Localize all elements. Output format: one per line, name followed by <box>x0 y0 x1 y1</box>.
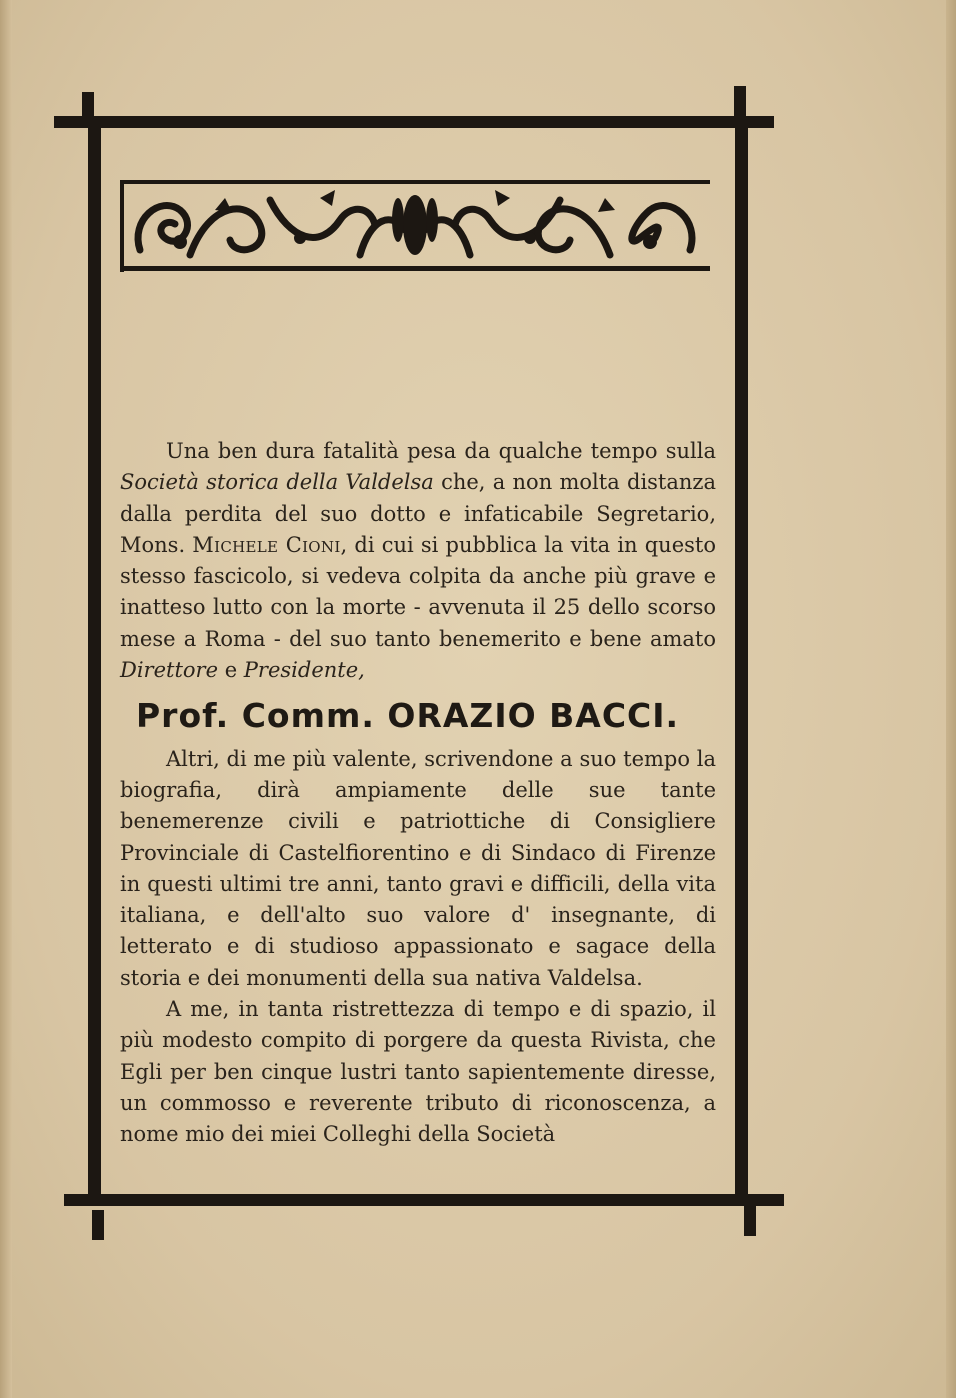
paragraph-2: Altri, di me più valente, scrivendone a suo tempo la biografia, dirà ampiamente delle sue tante benemerenze civili e patriottiche di Consigliere Provinciale di Castelfiorentino e di Sindaco di Firenze in questi ultimi tre anni, tanto gravi e difficili, della vita italiana, e dell'alto suo valore d' insegnante, di letterato e di studioso appassionato e sagace della storia e dei monumenti della sua nativa Valdelsa. <box>120 746 716 990</box>
secretary-name: Michele Cioni <box>192 532 341 557</box>
page-edge-left <box>0 0 12 1398</box>
title-director: Direttore <box>120 658 219 683</box>
page-edge-right <box>946 0 956 1398</box>
paragraph-3: A me, in tanta ristrettezza di tempo e di spazio, il più modesto compito di porgere da questa Rivista, che Egli per ben cinque lustri tanto sapientemente diresse, un commosso e reverente tributo di riconoscenza, a nome mio dei miei Colleghi della Società <box>120 997 716 1147</box>
frame-right-rule <box>735 128 748 1198</box>
frame-corner-bottom-left <box>92 1210 104 1240</box>
floral-scroll-ornament-icon <box>120 180 710 272</box>
title-president: Presidente, <box>243 658 365 683</box>
paragraph-1: Una ben dura fatalità pesa da qualche tempo sulla Società storica della Valdelsa che, a non molta distanza dalla perdita del suo dotto e infaticabile Segretario, Mons. Michele Cioni, di cui si pubblica la vita in questo stesso fascicolo, si vedeva colpita da anche più grave e inatteso lutto con la morte - avvenuta il 25 dello scorso mese a Roma - del suo tanto benemerito e bene amato Direttore e Presidente, <box>120 439 716 683</box>
article-body <box>120 436 716 1151</box>
frame-bottom-rule <box>64 1194 784 1206</box>
frame-corner-top-right <box>734 86 746 116</box>
frame-top-rule <box>54 116 774 128</box>
society-name: Società storica della Valdelsa <box>120 470 434 495</box>
deceased-name-heading: Prof. Comm. ORAZIO BACCI. <box>136 696 680 736</box>
frame-corner-top-left <box>82 92 94 122</box>
frame-corner-bottom-right <box>744 1206 756 1236</box>
frame-left-rule <box>88 128 101 1198</box>
